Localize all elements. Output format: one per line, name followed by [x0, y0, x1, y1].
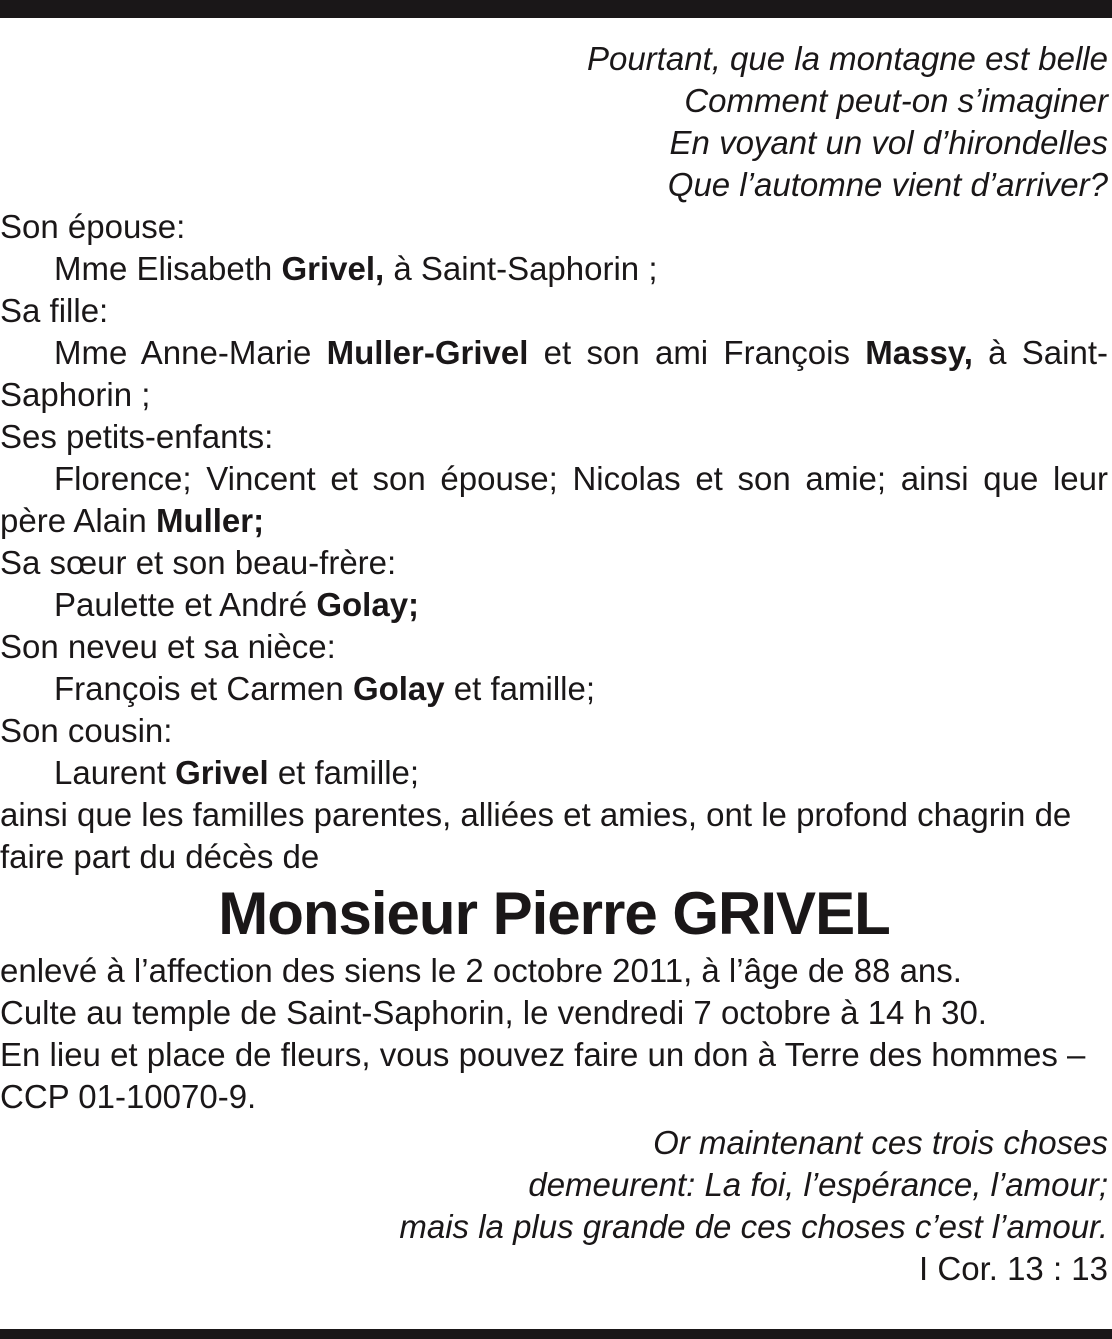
verse-line: demeurent: La foi, l’espérance, l’amour;	[528, 1166, 1108, 1203]
deceased-name: Monsieur Pierre GRIVEL	[218, 880, 890, 947]
nephew-names	[0, 668, 1108, 710]
top-rule	[0, 0, 1112, 18]
grandchildren-text: Florence; Vincent et son épouse; Nicolas et son amie; ainsi que leur père Alain	[0, 460, 1108, 539]
announcement-text: ainsi que les familles parentes, alliées et amies, ont le profond chagrin de faire part du décès de	[0, 796, 1072, 875]
service-details	[0, 950, 1108, 1118]
spouse-surname: Grivel,	[281, 250, 385, 287]
grandchildren-label: Ses petits-enfants:	[0, 418, 274, 455]
grandchildren-surname: Muller;	[155, 502, 265, 539]
daughter-partner-surname: Massy,	[865, 334, 973, 371]
spouse-label: Son épouse:	[0, 208, 186, 245]
verse-line: mais la plus grande de ces choses c’est l’amour.	[399, 1208, 1108, 1245]
spouse-names	[0, 248, 1108, 290]
verse-line: En voyant un vol d’hirondelles	[669, 124, 1108, 161]
bible-reference: I Cor. 13 : 13	[919, 1250, 1108, 1287]
opening-verse	[0, 38, 1108, 206]
daughter-partner-text: et son ami François	[528, 334, 866, 371]
closing-verse	[0, 1122, 1108, 1248]
spouse-text: Mme Elisabeth	[54, 250, 282, 287]
daughter-label: Sa fille:	[0, 292, 109, 329]
nephew-post: et famille;	[444, 670, 596, 707]
verse-line: Que l’automne vient d’arriver?	[667, 166, 1108, 203]
detail-line: enlevé à l’affection des siens le 2 octobre 2011, à l’âge de 88 ans.	[0, 952, 962, 989]
spouse-place: à Saint-Saphorin ;	[384, 250, 658, 287]
obituary-notice	[0, 38, 1108, 1290]
sister-surname: Golay;	[316, 586, 420, 623]
cousin-names	[0, 752, 1108, 794]
family-list	[0, 206, 1108, 794]
verse-line: Pourtant, que la montagne est belle	[586, 40, 1108, 77]
daughter-names	[0, 332, 1108, 416]
bottom-rule	[0, 1329, 1112, 1339]
cousin-surname: Grivel	[175, 754, 269, 791]
verse-line: Comment peut-on s’imaginer	[684, 82, 1108, 119]
detail-line: En lieu et place de fleurs, vous pouvez faire un don à Terre des hommes – CCP 01-10070-9.	[0, 1036, 1086, 1115]
nephew-surname: Golay	[352, 670, 445, 707]
sister-text: Paulette et André	[54, 586, 317, 623]
cousin-label: Son cousin:	[0, 712, 173, 749]
cousin-post: et famille;	[268, 754, 420, 791]
cousin-text: Laurent	[54, 754, 176, 791]
grandchildren-names	[0, 458, 1108, 542]
daughter-text: Mme Anne-Marie	[54, 334, 327, 371]
sister-names	[0, 584, 1108, 626]
daughter-place: à Saint-Saphorin ;	[0, 334, 1108, 413]
verse-line: Or maintenant ces trois choses	[653, 1124, 1108, 1161]
detail-line: Culte au temple de Saint-Saphorin, le vendredi 7 octobre à 14 h 30.	[0, 994, 987, 1031]
sister-label: Sa sœur et son beau-frère:	[0, 544, 397, 581]
nephew-text: François et Carmen	[54, 670, 353, 707]
nephew-label: Son neveu et sa nièce:	[0, 628, 336, 665]
daughter-surname: Muller-Grivel	[326, 334, 529, 371]
